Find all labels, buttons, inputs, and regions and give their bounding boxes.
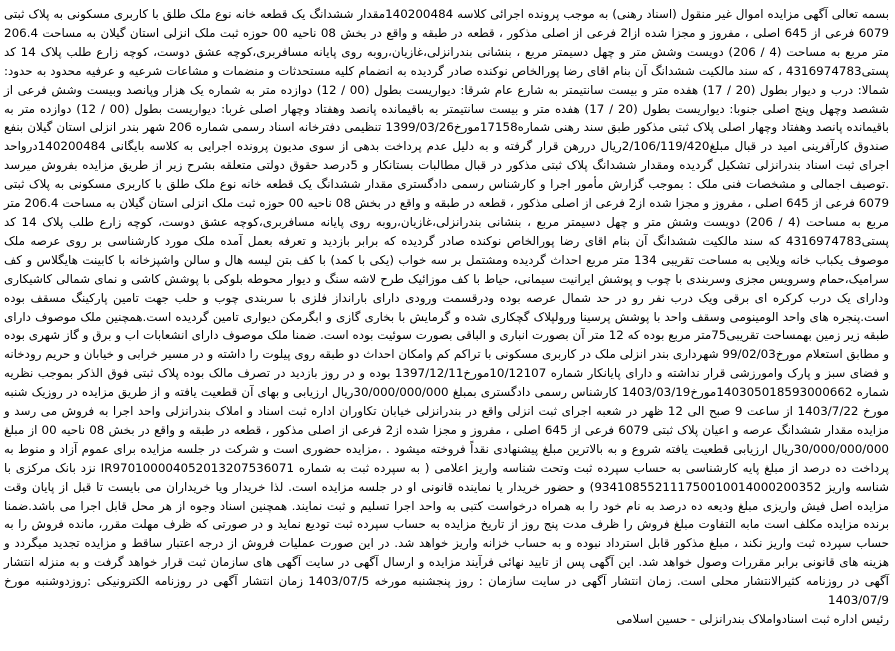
notice-body: بسمه تعالی آگهی مزایده اموال غیر منقول (اسناد رهنی) به موجب پرونده اجرائی کلاسه 140200484مقدار ششدانگ یک قطعه خانه نوع ملک طلق با کاربری مسکونی به پلاک ثبتی 6079 فرعی از 645 اصلی ، مفروز و مجزا شده ازا2 فرعی از اصلی مذکور ، قطعه در طبقه و واقع در بخش 08 ناحیه 00 حوزه ثبت ملک انزلی استان گیلان به مساحت 206.4 متر مربع به مساحت (4 / 206) دویست وشش متر و چهل دسیمتر مربع ، بنشانی بندرانزلی،غازیان،روبه روی پایانه مسافربری،کوچه عشق دوست، کوچه زارع طلب پلاک 14 کد پستی4316974783 ، که سند مالکیت ششدانگ آن بنام اقای رضا پورالخاص نوکنده صادر گردیده به انضمام کلیه مستحدثات و منضمات و مشاعات شرعیه و عرفیه محدود به حدود: شمالا: درب و دیوار بطول (20 / 17) هفده متر و بیست سانتیمتر به شارع عام شرقا: دیواریست بطول (00 / 12) دوازده متر به شماره یک هزار وپانصد وبیست وشش فرعی از ششصد وچهل وپنج اصلی جنوبا: دیواریست بطول (20 / 17) هفده متر و بیست سانتیمتر به باقیمانده پانصد وهفتاد وچهار اصلی غربا: دیواریست بطول (00 / 12) دوازده متر به باقیمانده پانصد وهفتاد وچهار اصلی پلاک ثبتی مذکور طبق سند رهنی شماره17158مورخ1399/03/26 تنظیمی دفترخانه اسناد رسمی شماره 206 شهر بندر انزلی استان گیلان بنفع صندوق کارآفرینی امید در قبال مبلغ2/106/119/420ریال دررهن قرار گرفته و به دلیل عدم پرداخت بدهی از سوی مدیون پرونده اجرایی به کلاسه بایگانی 140200484درواحد اجرای ثبت اسناد بندرانزلی تشکیل گردیده ومقدار ششدانگ پلاک ثبتی مذکور در قبال مطالبات بستانکار و 5درصد حقوق دولتی متعلقه بشرح زیر از طریق مزایده بفروش میرسد .توصیف اجمالی و مشخصات فنی ملک : بموجب گزارش مأمور اجرا و کارشناس رسمی دادگستری مقدار ششدانگ یک قطعه خانه نوع ملک طلق با کاربری مسکونی به پلاک ثبتی 6079 فرعی از 645 اصلی ، مفروز و مجزا شده از2 فرعی از اصلی مذکور ، قطعه در طبقه و واقع در بخش 08 ناحیه 00 حوزه ثبت ملک انزلی استان گیلان به مساحت 206.4 متر مربع به مساحت (4 / 206) دویست وشش متر و چهل دسیمتر مربع ، بنشانی بندرانزلی،غازیان،روبه روی پایانه مسافربری،کوچه عشق دوست، کوچه زارع طلب پلاک 14 کد پستی4316974783 که سند مالکیت ششدانگ آن بنام اقای رضا پورالخاص نوکنده صادر گردیده که برابر بازدید و تعرفه بعمل آمده ملک مورد کارشناسی بر روی عرصه ملک موصوف یکباب خانه ویلایی به مساحت تقریبی 134 متر مربع احداث گردیده ومشتمل بر سه خواب (یکی با کمد) با کف بتن لیسه هال و سالن واشپزخانه با کابینت هایگلاس و کف سرامیک،حمام وسرویس مجزی وسربندی با چوب و پوشش ایرانیت سیمانی، حیاط با کف موزائیک طرح لاشه سنگ و دیوار محوطه بلوکی با پوشش کاشی و نمای شمالی کاشیکاری ودارای یک درب کرکره ای برقی ویک درب نفر رو در حد شمال عرصه بوده ودرقسمت ورودی دارای بارانداز فلزی با سربندی چوب و حلب جهت تامین پارکینگ مسقف بوده است.پنجره های واحد الومینومی وسقف واحد با پوشش پرسینا ورولپلاک گچکاری شده و گرمایش با بخاری گازی و ابگرمکن دیواری تامین گردیده است.همچنین ملک موصوف دارای طبقه زیر زمین بهمساحت تقریبی75متر مربع بوده که 12 متر آن بصورت انباری و الباقی بصورت سوئیت بوده است. ضمنا ملک موصوف دارای انشعابات اب و برق و گاز شهری بوده و مطابق استعلام مورخ99/02/03 شهرداری بندر انزلی ملک در کاربری مسکونی با تراکم کم وامکان احداث دو طبقه روی پیلوت را داشته و در مسیر خرابی و خیابان و حریم رودخانه و فضای سبز و پارک وامورزشی قرار نداشته و دارای پایانکار شماره 10/12107مورخ1397/12/11 بوده و در روز بازدید در تصرف مالک بوده پلاک ثبتی فوق الذکر بموجب نظریه شماره 140305018593000662مورخ1403/03/19 کارشناس رسمی دادگستری بمبلغ 30/000/000/000ریال ارزیابی و بهای آن قطعیت یافته و از طریق مزایده در روزیک شنبه مورخ 1403/7/22 از ساعت 9 صبح الی 12 ظهر در شعبه اجرای ثبت انزلی واقع در بندرانزلی خیابان تکاوران اداره ثبت اسناد و املاک بندرانزلی واحد اجرا به فروش می رسد و مزایده مقدار ششدانگ عرصه و اعیان پلاک ثبتی 6079 فرعی از 645 اصلی ، مفروز و مجزا شده از2 فرعی از اصلی مذکور ، قطعه در طبقه و واقع در بخش 08 ناحیه 00 از مبلغ 30/000/000/000ریال ارزیابی قطعیت یافته شروع و به بالاترین مبلغ پیشنهادی نقداً فروخته میشود . ،مزایده حضوری است و شرکت در جلسه مزایده برای عموم آزاد و منوط به پرداخت ده درصد از مبلغ پایه کارشناسی به حساب سپرده ثبت وتحت شناسه واریز اعلامی ( به سپرده ثبت به شماره IR970100004052013207536071 نزد بانک مرکزی با شناسه واریز 934108552111750010014000200352) و حضور خریدار یا نماینده قانونی او در جلسه مزایده است. لذا خریدار ویا خریداران می بایست تا قبل از پایان وقت مزایده اصل فیش واریزی مبلغ ودیعه ده درصد به نام خود را به همراه درخواست کتبی به واحد اجرا تسلیم و ثبت نمایند. همچنین اسناد وجوه از هر محل قابل اجرا می باشد.ضمنا برنده مزایده مکلف است مابه التفاوت مبلغ فروش را ظرف مدت پنج روز از تاریخ مزایده به حساب سپرده ثبت تودیع نماید و در صورتی که ظرف مهلت مقرر، مانده فروش را به حساب سپرده ثبت واریز نکند ، مبلغ مذکور قابل استرداد نبوده و به حساب خزانه واریز خواهد شد. در این صورت عملیات فروش از درجه اعتبار ساقط و مزایده تجدید میگردد و هزینه های قانونی برابر مقررات وصول خواهد شد. این آگهی پس از تایید نهائی فرآیند مزایده و ارسال آگهی در سایت آگهی های سازمان ثبت قرار خواهد گرفت و به منزله انتشار آگهی در روزنامه کثیرالانتشار محلی است. زمان انتشار آگهی در سایت سازمان : روز پنجشنبه مورخه 1403/07/5 زمان انتشار آگهی در روزنامه الکترونیکی :روزدوشنبه مورخ 1403/07/9 [4, 7, 890, 608]
notice-signature: رئیس اداره ثبت اسنادواملاک بندرانزلی - حسین اسلامی [616, 612, 889, 626]
